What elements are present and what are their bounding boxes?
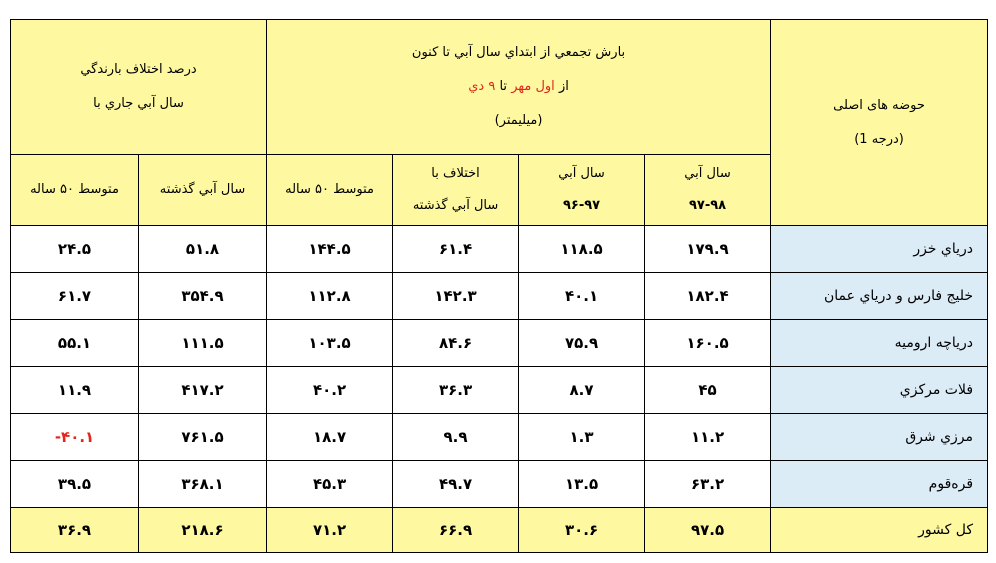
value-cell: ۴۵.۳: [267, 461, 393, 508]
total-value-cell: ۳۶.۹: [11, 508, 139, 553]
rainfall-group-unit: (ميليمتر): [494, 113, 543, 128]
value-cell: ۵۱.۸: [139, 226, 267, 273]
value-cell: ۳۵۴.۹: [139, 273, 267, 320]
basin-name: درياچه اروميه: [771, 320, 988, 367]
value-cell: ۱۷۹.۹: [645, 226, 771, 273]
value-cell: ۴۰.۲: [267, 367, 393, 414]
table-row: [11, 226, 988, 273]
value-cell: ۴۱۷.۲: [139, 367, 267, 414]
value-cell: ۱۱.۲: [645, 414, 771, 461]
col-header-pct-50yr-label: متوسط ۵۰ ساله: [30, 182, 119, 197]
total-value-cell: ۳۰.۶: [519, 508, 645, 553]
total-row: [11, 508, 988, 553]
col-header-diff-last-year: [393, 155, 519, 226]
basin-name: قره‌قوم: [771, 461, 988, 508]
rainfall-group-header: [267, 20, 771, 155]
value-cell: ۱۱.۹: [11, 367, 139, 414]
negative-value-cell: -۴۰.۱: [11, 414, 139, 461]
table-row: [11, 273, 988, 320]
col-header-9697: [519, 155, 645, 226]
col-header-9798: [645, 155, 771, 226]
col-header-9697-label: سال آبي: [558, 166, 605, 181]
basin-name: فلات مركزي: [771, 367, 988, 414]
col-header-diff-sub: سال آبي گذشته: [412, 198, 499, 213]
rainfall-group-period: [267, 70, 770, 104]
col-header-diff-label: اختلاف با: [431, 166, 480, 181]
col-header-50yr-avg: [267, 155, 393, 226]
value-cell: ۱۱۸.۵: [519, 226, 645, 273]
rainfall-table: [10, 19, 988, 553]
value-cell: ۳۶.۳: [393, 367, 519, 414]
value-cell: ۱۴۲.۳: [393, 273, 519, 320]
value-cell: ۴۹.۷: [393, 461, 519, 508]
period-to: تا: [499, 79, 508, 94]
table-row: [11, 320, 988, 367]
basin-name: خليج فارس و درياي عمان: [771, 273, 988, 320]
diff-group-header: [11, 20, 267, 155]
col-header-9697-year: ۹۶-۹۷: [562, 198, 601, 213]
table-row: [11, 367, 988, 414]
rainfall-group-title: بارش تجمعي از ابتداي سال آبي تا كنون: [411, 45, 626, 60]
total-value-cell: ۶۶.۹: [393, 508, 519, 553]
basin-header-title: حوضه های اصلی: [833, 97, 925, 113]
value-cell: ۷۶۱.۵: [139, 414, 267, 461]
basin-header-subtitle: (درجه 1): [854, 131, 904, 147]
total-value-cell: ۷۱.۲: [267, 508, 393, 553]
diff-group-title: درصد اختلاف بارندگي: [80, 62, 197, 77]
value-cell: ۴۵: [645, 367, 771, 414]
value-cell: ۶۱.۷: [11, 273, 139, 320]
value-cell: ۱۸۲.۴: [645, 273, 771, 320]
value-cell: ۱۸.۷: [267, 414, 393, 461]
table-row: [11, 414, 988, 461]
header-row-1: [11, 20, 988, 155]
value-cell: ۶۳.۲: [645, 461, 771, 508]
col-header-50yr-label: متوسط ۵۰ ساله: [285, 182, 374, 197]
value-cell: ۱۳.۵: [519, 461, 645, 508]
value-cell: ۱.۳: [519, 414, 645, 461]
value-cell: ۸۴.۶: [393, 320, 519, 367]
value-cell: ۲۴.۵: [11, 226, 139, 273]
total-value-cell: ۹۷.۵: [645, 508, 771, 553]
table-row: [11, 461, 988, 508]
period-end: ۹ دي: [468, 79, 496, 94]
col-header-pct-last-year: [139, 155, 267, 226]
basin-header: [771, 20, 988, 226]
basin-name: مرزي شرق: [771, 414, 988, 461]
value-cell: ۱۰۳.۵: [267, 320, 393, 367]
value-cell: ۱۱۲.۸: [267, 273, 393, 320]
col-header-pct-last-year-label: سال آبي گذشته: [159, 182, 246, 197]
total-label: كل كشور: [771, 508, 988, 553]
diff-group-subtitle: سال آبي جاري با: [93, 96, 184, 111]
value-cell: ۱۶۰.۵: [645, 320, 771, 367]
period-from: از: [558, 79, 569, 94]
value-cell: ۳۹.۵: [11, 461, 139, 508]
value-cell: ۴۰.۱: [519, 273, 645, 320]
total-value-cell: ۲۱۸.۶: [139, 508, 267, 553]
col-header-9798-year: ۹۷-۹۸: [688, 198, 727, 213]
col-header-9798-label: سال آبي: [684, 166, 731, 181]
period-start: اول مهر: [511, 79, 555, 94]
value-cell: ۷۵.۹: [519, 320, 645, 367]
value-cell: ۸.۷: [519, 367, 645, 414]
basin-name: درياي خزر: [771, 226, 988, 273]
value-cell: ۶۱.۴: [393, 226, 519, 273]
value-cell: ۳۶۸.۱: [139, 461, 267, 508]
value-cell: ۵۵.۱: [11, 320, 139, 367]
value-cell: ۱۴۴.۵: [267, 226, 393, 273]
value-cell: ۱۱۱.۵: [139, 320, 267, 367]
col-header-pct-50yr: [11, 155, 139, 226]
value-cell: ۹.۹: [393, 414, 519, 461]
